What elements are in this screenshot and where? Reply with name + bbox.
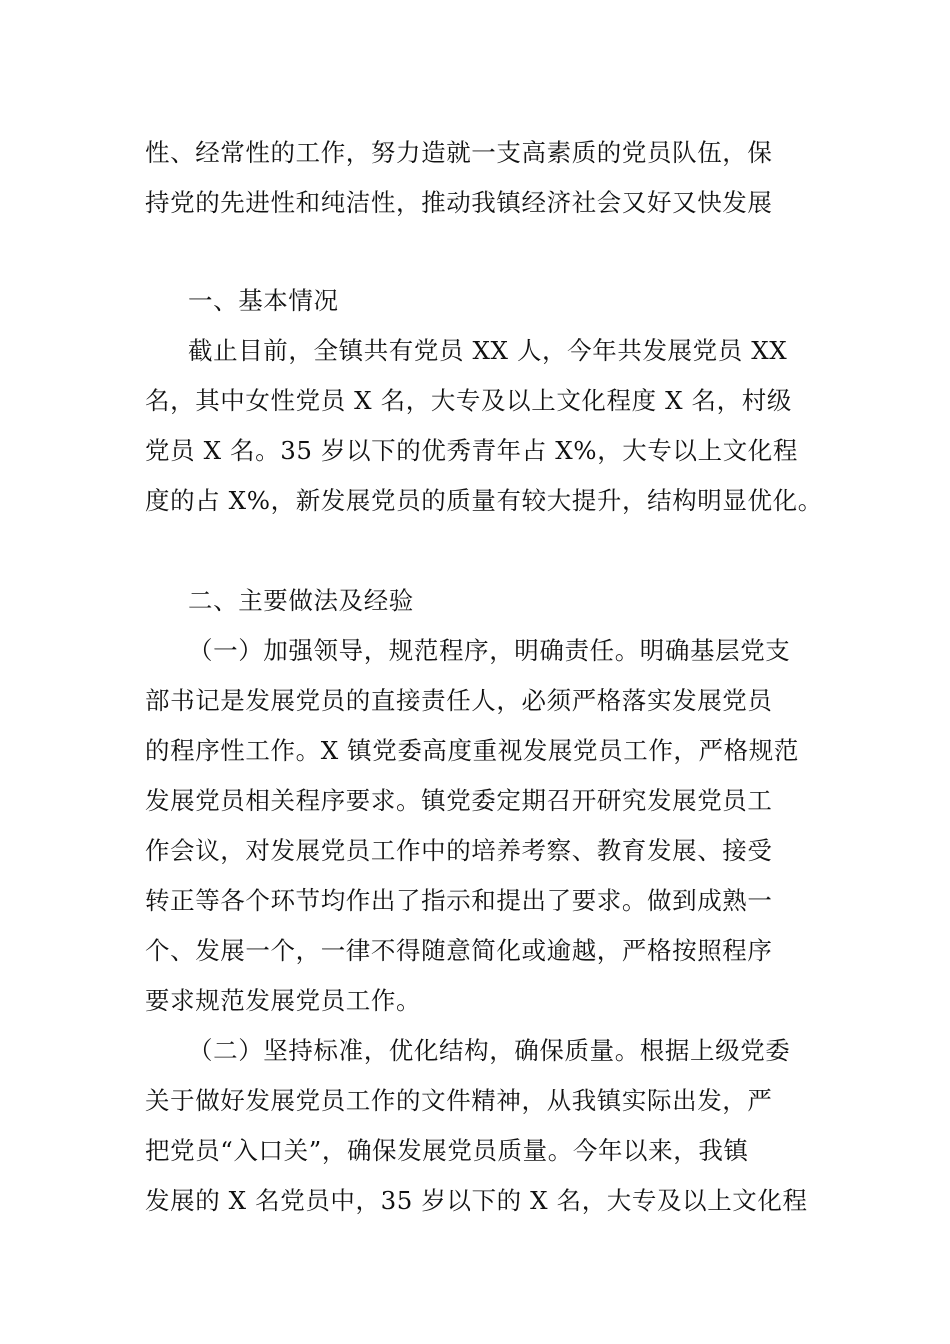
section1-line-4: 度的占 X%，新发展党员的质量有较大提升，结构明显优化。	[145, 486, 823, 515]
intro-line-2: 持党的先进性和纯洁性，推动我镇经济社会又好又快发展	[145, 188, 773, 217]
intro-line-1: 性、经常性的工作，努力造就一支高素质的党员队伍，保	[145, 138, 773, 167]
section2-para2-line-4: 发展的 X 名党员中，35 岁以下的 X 名，大专及以上文化程	[145, 1186, 808, 1215]
section2-para1-line-2: 部书记是发展党员的直接责任人，必须严格落实发展党员	[145, 686, 773, 715]
section2-para1-line-8: 要求规范发展党员工作。	[145, 986, 422, 1015]
section2-para2-line-2: 关于做好发展党员工作的文件精神，从我镇实际出发，严	[145, 1086, 773, 1115]
section1-line-2: 名，其中女性党员 X 名，大专及以上文化程度 X 名，村级	[145, 386, 792, 415]
section2-para1-line-7: 个、发展一个，一律不得随意简化或逾越，严格按照程序	[145, 936, 773, 965]
section2-para1-line-3: 的程序性工作。X 镇党委高度重视发展党员工作，严格规范	[145, 736, 799, 765]
section2-para2-line-1: （二）坚持标准，优化结构，确保质量。根据上级党委	[188, 1036, 791, 1065]
section2-para1-line-6: 转正等各个环节均作出了指示和提出了要求。做到成熟一	[145, 886, 773, 915]
section1-line-1: 截止目前，全镇共有党员 XX 人，今年共发展党员 XX	[188, 336, 788, 365]
section1-heading: 一、基本情况	[188, 286, 339, 315]
section2-para1-line-5: 作会议，对发展党员工作中的培养考察、教育发展、接受	[145, 836, 773, 865]
section2-para1-line-1: （一）加强领导，规范程序，明确责任。明确基层党支	[188, 636, 791, 665]
section2-para2-line-3: 把党员“入口关”，确保发展党员质量。今年以来，我镇	[145, 1136, 749, 1165]
section2-para1-line-4: 发展党员相关程序要求。镇党委定期召开研究发展党员工	[145, 786, 773, 815]
section2-heading: 二、主要做法及经验	[188, 586, 414, 615]
section1-line-3: 党员 X 名。35 岁以下的优秀青年占 X%，大专以上文化程	[145, 436, 798, 465]
